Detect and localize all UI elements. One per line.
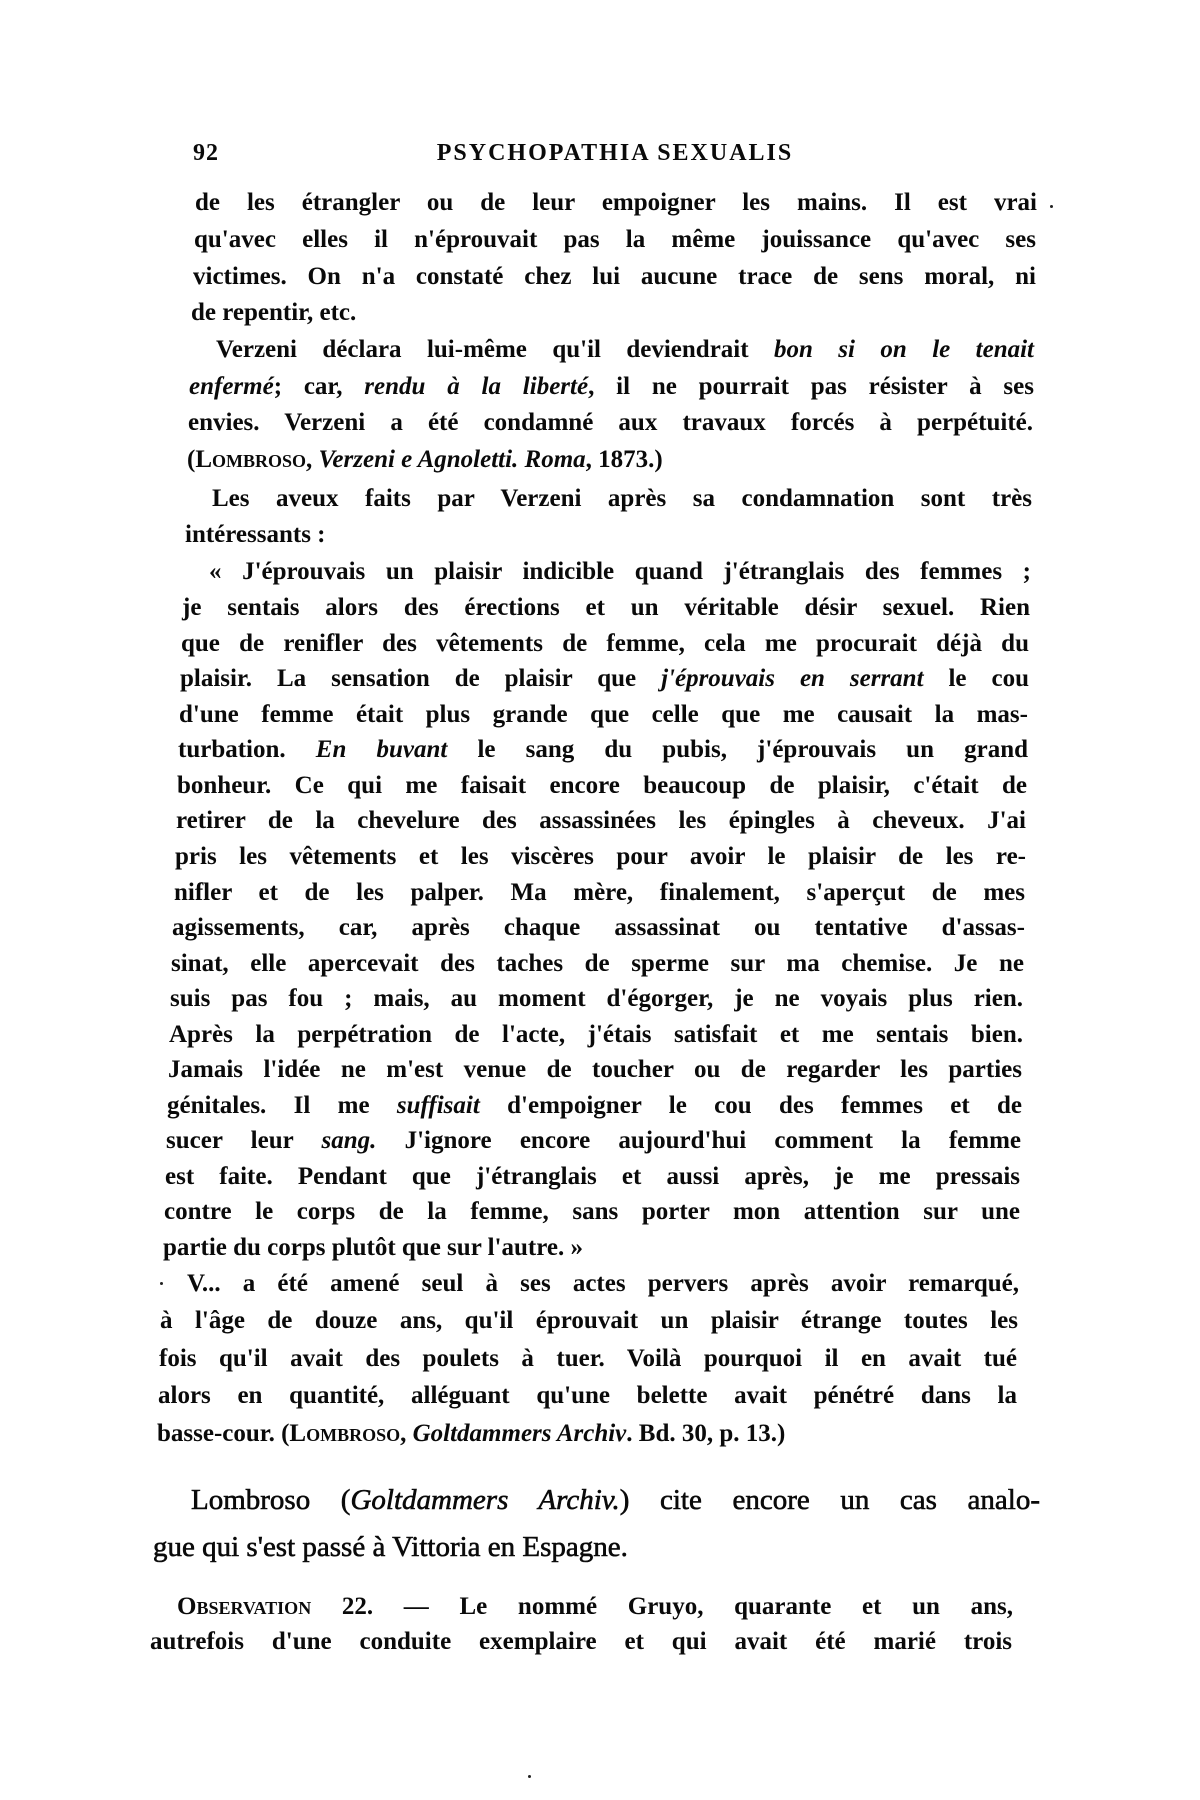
text-line bbox=[216, 335, 1034, 365]
italic-text: bon si on le tenait bbox=[774, 336, 1034, 363]
text-segment: Les aveux faits par Verzeni après sa condamnation sont très bbox=[212, 485, 1032, 512]
summary-text-line bbox=[153, 1530, 1040, 1564]
text-segment: , 1873.) bbox=[585, 446, 663, 473]
text-line bbox=[172, 913, 1025, 943]
text-line bbox=[157, 1419, 1016, 1449]
text-segment: génitales. Il me bbox=[167, 1092, 397, 1119]
text-line bbox=[176, 806, 1026, 836]
small-caps-text: Lombroso bbox=[289, 1420, 401, 1447]
text-line bbox=[178, 735, 1028, 765]
text-segment: basse-cour. ( bbox=[157, 1420, 290, 1447]
text-line bbox=[175, 842, 1026, 872]
text-segment: autrefois d'une conduite exemplaire et qui avait été marié trois bbox=[150, 1628, 1012, 1655]
text-segment: agissements, car, après chaque assassinat ou tentative d'assas- bbox=[172, 914, 1025, 941]
text-segment: le cou bbox=[923, 665, 1029, 692]
italic-text: En buvant bbox=[315, 736, 448, 763]
text-segment: pris les vêtements et les viscères pour avoir le plaisir de les re- bbox=[175, 843, 1026, 870]
text-segment: alors en quantité, alléguant qu'une belette avait pénétré dans la bbox=[158, 1382, 1017, 1409]
text-segment: d'empoigner le cou des femmes et de bbox=[479, 1092, 1023, 1119]
text-line bbox=[150, 1627, 1012, 1657]
text-line bbox=[193, 262, 1036, 292]
text-segment: nifler et de les palper. Ma mère, finalement, s'aperçut de mes bbox=[174, 879, 1025, 906]
text-segment: fois qu'il avait des poulets à tuer. Voilà pourquoi il en avait tué bbox=[159, 1345, 1017, 1372]
text-segment: . Bd. 30, p. 13.) bbox=[626, 1420, 786, 1447]
italic-text: Goltdammers Archiv bbox=[412, 1420, 627, 1447]
text-segment: Après la perpétration de l'acte, j'étais satisfait et me sentais bien. bbox=[169, 1021, 1023, 1048]
summary-text-line bbox=[191, 1483, 1040, 1517]
scan-speck bbox=[528, 1775, 531, 1778]
text-line bbox=[160, 1306, 1018, 1336]
text-line bbox=[195, 188, 1037, 218]
italic-text: rendu à la liberté bbox=[364, 373, 589, 400]
text-line bbox=[174, 878, 1025, 908]
text-segment: partie du corps plutôt que sur l'autre. » bbox=[163, 1234, 583, 1261]
text-segment: de repentir, etc. bbox=[191, 299, 357, 326]
text-segment: ) cite encore un cas analo- bbox=[619, 1484, 1040, 1516]
text-line bbox=[171, 949, 1024, 979]
text-line bbox=[181, 629, 1029, 659]
text-line bbox=[212, 484, 1032, 514]
text-line bbox=[187, 1269, 1019, 1299]
text-line bbox=[185, 520, 1031, 550]
text-segment: gue qui s'est passé à Vittoria en Espagne. bbox=[153, 1531, 628, 1563]
text-segment: victimes. On n'a constaté chez lui aucune trace de sens moral, ni bbox=[193, 263, 1036, 290]
italic-text: Verzeni e Agnoletti. Roma bbox=[318, 446, 586, 473]
text-line bbox=[189, 372, 1034, 402]
italic-text: enfermé bbox=[189, 373, 274, 400]
text-line bbox=[209, 557, 1031, 587]
text-segment: d'une femme était plus grande que celle que me causait la mas- bbox=[179, 701, 1028, 728]
running-title: PSYCHOPATHIA SEXUALIS bbox=[436, 140, 794, 166]
text-segment: à l'âge de douze ans, qu'il éprouvait un plaisir étrange toutes les bbox=[160, 1307, 1018, 1334]
text-line bbox=[177, 1592, 1013, 1622]
text-line bbox=[166, 1126, 1021, 1156]
text-line bbox=[191, 298, 1035, 328]
text-segment: de les étrangler ou de leur empoigner les mains. Il est vrai bbox=[195, 189, 1037, 216]
scan-speck bbox=[160, 1282, 163, 1285]
text-segment: suis pas fou ; mais, au moment d'égorger, je ne voyais plus rien. bbox=[170, 985, 1023, 1012]
text-segment: contre le corps de la femme, sans porter mon attention sur une bbox=[164, 1198, 1020, 1225]
text-segment: bonheur. Ce qui me faisait encore beaucoup de plaisir, c'était de bbox=[177, 772, 1027, 799]
text-segment: Jamais l'idée ne m'est venue de toucher ou de regarder les parties bbox=[168, 1056, 1022, 1083]
text-segment: ( bbox=[187, 446, 196, 473]
text-line bbox=[194, 225, 1036, 255]
text-line bbox=[180, 664, 1029, 694]
text-line bbox=[169, 1020, 1023, 1050]
text-segment: je sentais alors des érections et un véritable désir sexuel. Rien bbox=[182, 594, 1030, 621]
text-segment: sucer leur bbox=[166, 1127, 322, 1154]
text-segment: J'ignore encore aujourd'hui comment la femme bbox=[376, 1127, 1022, 1154]
small-caps-text: Lombroso bbox=[195, 446, 307, 473]
text-segment: « J'éprouvais un plaisir indicible quand j'étranglais des femmes ; bbox=[209, 558, 1031, 585]
text-line bbox=[158, 1381, 1017, 1411]
text-segment: turbation. bbox=[178, 736, 316, 763]
text-line bbox=[188, 408, 1033, 438]
text-segment: le sang du pubis, j'éprouvais un grand bbox=[447, 736, 1029, 763]
text-line bbox=[165, 1162, 1020, 1192]
text-line bbox=[159, 1344, 1017, 1374]
text-segment: plaisir. La sensation de plaisir que bbox=[180, 665, 662, 692]
small-caps-text: Observation bbox=[177, 1593, 312, 1620]
text-segment: que de renifler des vêtements de femme, cela me procurait déjà du bbox=[181, 630, 1029, 657]
text-segment: Lombroso ( bbox=[191, 1484, 351, 1516]
text-line bbox=[164, 1197, 1020, 1227]
italic-text: sang. bbox=[321, 1127, 377, 1154]
text-line bbox=[167, 1091, 1022, 1121]
text-segment: V... a été amené seul à ses actes pervers après avoir remarqué, bbox=[187, 1270, 1019, 1297]
scan-speck bbox=[1050, 205, 1053, 208]
text-line bbox=[163, 1233, 1019, 1263]
text-line bbox=[168, 1055, 1022, 1085]
text-segment: intéressants : bbox=[185, 521, 326, 548]
text-segment: , bbox=[400, 1420, 413, 1447]
text-line bbox=[182, 593, 1030, 623]
text-segment: ; car, bbox=[273, 373, 365, 400]
text-segment: 22. — Le nommé Gruyo, quarante et un ans, bbox=[311, 1593, 1013, 1620]
text-segment: retirer de la chevelure des assassinées les épingles à cheveux. J'ai bbox=[176, 807, 1026, 834]
text-segment: sinat, elle apercevait des taches de sperme sur ma chemise. Je ne bbox=[171, 950, 1024, 977]
italic-text: suffisait bbox=[396, 1092, 480, 1119]
text-segment: envies. Verzeni a été condamné aux travaux forcés à perpétuité. bbox=[188, 409, 1033, 436]
text-segment: Verzeni déclara lui-même qu'il deviendrait bbox=[216, 336, 774, 363]
text-line bbox=[187, 445, 1033, 475]
text-segment: , bbox=[306, 446, 319, 473]
page-number: 92 bbox=[193, 140, 219, 166]
text-line bbox=[179, 700, 1028, 730]
text-segment: qu'avec elles il n'éprouvait pas la même jouissance qu'avec ses bbox=[194, 226, 1036, 253]
text-segment: est faite. Pendant que j'étranglais et aussi après, je me pressais bbox=[165, 1163, 1020, 1190]
italic-text: j'éprouvais en serrant bbox=[661, 665, 924, 692]
text-line bbox=[177, 771, 1027, 801]
text-line bbox=[170, 984, 1023, 1014]
italic-text: Goltdammers Archiv. bbox=[350, 1484, 620, 1516]
text-segment: , il ne pourrait pas résister à ses bbox=[588, 373, 1034, 400]
